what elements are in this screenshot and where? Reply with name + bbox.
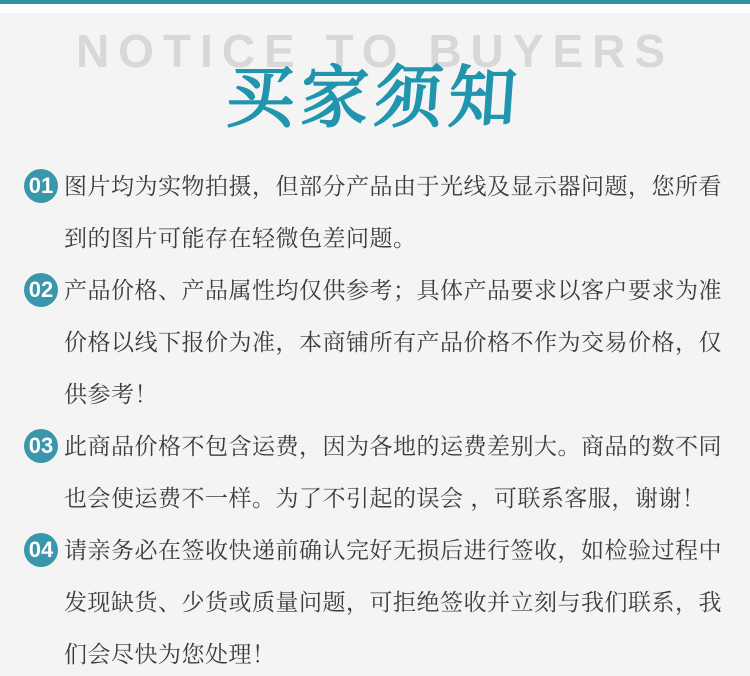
header [0,0,750,150]
notice-item-4 [24,524,726,676]
watermark-text: NOTICE TO BUYERS [75,25,675,77]
notice-item-3 [24,420,726,524]
notice-number-badge: 01 [24,169,58,203]
notice-line: 到的图片可能存在轻微色差问题。 [64,225,417,251]
notice-line: 发现缺货、少货或质量问题，可拒绝签收并立刻与我们联系，我 [64,589,722,615]
notice-text [64,524,722,676]
notice-item-1 [24,160,726,264]
notice-line: 也会使运费不一样。为了不引起的误会 ，可联系客服，谢谢！ [64,485,706,511]
notice-text [64,420,722,524]
notice-text [64,160,722,264]
notice-line: 产品价格、产品属性均仅供参考；具体产品要求以客户要求为准 [64,277,722,303]
notice-line: 们会尽快为您处理！ [64,641,276,667]
notice-number-badge: 04 [24,533,58,567]
notice-text [64,264,722,420]
notice-line: 供参考！ [64,381,158,407]
notice-line: 请亲务必在签收快递前确认完好无损后进行签收，如检验过程中 [64,537,722,563]
notice-number-badge: 02 [24,273,58,307]
notice-line: 此商品价格不包含运费，因为各地的运费差别大。商品的数不同 [64,433,722,459]
notice-list [24,160,726,676]
notice-line: 图片均为实物拍摄，但部分产品由于光线及显示器问题，您所看 [64,173,722,199]
notice-line: 价格以线下报价为准，本商铺所有产品价格不作为交易价格，仅 [64,329,722,355]
notice-item-2 [24,264,726,420]
notice-number-badge: 03 [24,429,58,463]
page-title: 买家须知 [223,60,526,136]
